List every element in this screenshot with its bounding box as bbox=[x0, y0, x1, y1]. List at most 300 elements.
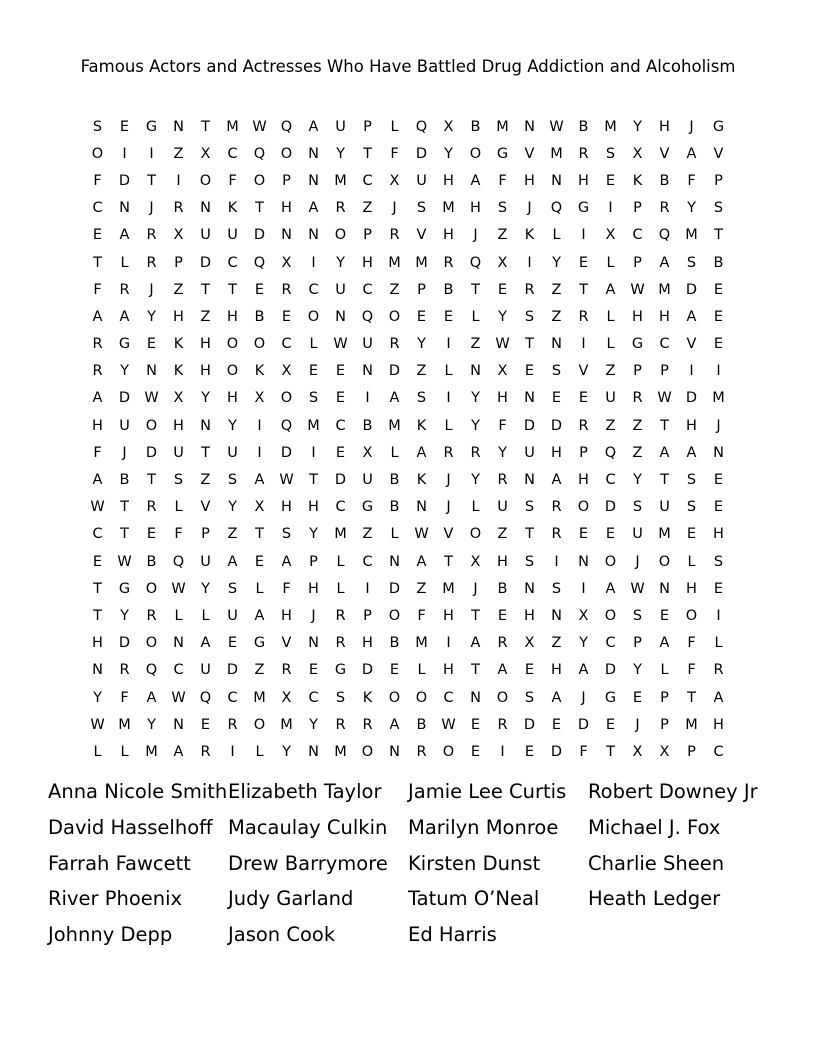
grid-letter: J bbox=[392, 200, 397, 217]
grid-letter: N bbox=[551, 172, 562, 189]
grid-letter: O bbox=[604, 607, 617, 624]
grid-letter: L bbox=[714, 635, 723, 652]
grid-letter: I bbox=[257, 444, 262, 461]
grid-letter: N bbox=[308, 635, 319, 652]
word-list-item: Tatum O’Neal bbox=[408, 887, 540, 911]
grid-letter: V bbox=[416, 227, 427, 244]
grid-letter: E bbox=[551, 716, 562, 733]
grid-letter: R bbox=[551, 526, 562, 543]
grid-letter: S bbox=[686, 499, 697, 516]
grid-letter: Q bbox=[199, 689, 212, 706]
grid-letter: C bbox=[632, 227, 643, 244]
grid-letter: Y bbox=[282, 743, 291, 760]
grid-letter: E bbox=[335, 363, 346, 380]
grid-row bbox=[84, 195, 732, 222]
grid-letter: Q bbox=[253, 145, 266, 162]
word-list-item: Johnny Depp bbox=[48, 923, 173, 947]
grid-letter: E bbox=[497, 281, 508, 298]
grid-row bbox=[84, 521, 732, 548]
grid-letter: A bbox=[308, 118, 319, 135]
grid-letter: Z bbox=[497, 526, 508, 543]
grid-letter: P bbox=[174, 254, 183, 271]
grid-row bbox=[84, 439, 732, 466]
grid-letter: W bbox=[90, 716, 105, 733]
grid-letter: Q bbox=[415, 118, 428, 135]
grid-letter: A bbox=[281, 553, 292, 570]
grid-letter: D bbox=[199, 254, 212, 271]
grid-letter: H bbox=[443, 172, 454, 189]
grid-letter: T bbox=[660, 472, 669, 489]
grid-letter: Z bbox=[173, 145, 184, 162]
grid-letter: U bbox=[227, 444, 238, 461]
grid-letter: P bbox=[633, 635, 642, 652]
grid-letter: A bbox=[686, 444, 697, 461]
grid-letter: N bbox=[551, 336, 562, 353]
grid-letter: E bbox=[200, 716, 211, 733]
grid-letter: V bbox=[200, 499, 211, 516]
grid-letter: S bbox=[524, 499, 535, 516]
grid-letter: W bbox=[657, 390, 672, 407]
grid-letter: Z bbox=[254, 662, 265, 679]
word-list-item: Heath Ledger bbox=[588, 887, 721, 911]
grid-letter: D bbox=[604, 662, 617, 679]
grid-letter: A bbox=[551, 689, 562, 706]
grid-letter: X bbox=[605, 227, 616, 244]
grid-letter: S bbox=[524, 308, 535, 325]
grid-letter: Y bbox=[417, 336, 426, 353]
grid-letter: R bbox=[173, 200, 184, 217]
word-list-item: Drew Barrymore bbox=[228, 851, 388, 875]
grid-letter: U bbox=[362, 336, 373, 353]
grid-letter: O bbox=[388, 308, 401, 325]
grid-row bbox=[84, 711, 732, 738]
grid-row bbox=[84, 113, 732, 140]
grid-letter: Z bbox=[200, 472, 211, 489]
grid-letter: H bbox=[200, 363, 211, 380]
grid-letter: O bbox=[253, 336, 266, 353]
grid-letter: H bbox=[92, 635, 103, 652]
grid-letter: N bbox=[173, 118, 184, 135]
grid-letter: T bbox=[471, 281, 480, 298]
grid-letter: T bbox=[255, 526, 264, 543]
grid-letter: F bbox=[498, 417, 507, 434]
grid-letter: H bbox=[713, 716, 724, 733]
grid-letter: R bbox=[146, 227, 157, 244]
grid-letter: V bbox=[281, 635, 292, 652]
grid-letter: G bbox=[604, 689, 617, 706]
grid-letter: I bbox=[716, 363, 721, 380]
grid-letter: A bbox=[659, 635, 670, 652]
grid-letter: U bbox=[335, 118, 346, 135]
grid-letter: I bbox=[311, 444, 316, 461]
grid-letter: O bbox=[442, 743, 455, 760]
grid-letter: R bbox=[119, 281, 130, 298]
grid-letter: S bbox=[173, 472, 184, 489]
grid-letter: N bbox=[389, 553, 400, 570]
grid-letter: E bbox=[308, 363, 319, 380]
grid-letter: E bbox=[146, 336, 157, 353]
grid-letter: W bbox=[171, 580, 186, 597]
grid-letter: E bbox=[416, 308, 427, 325]
grid-letter: E bbox=[497, 607, 508, 624]
grid-letter: T bbox=[363, 145, 372, 162]
grid-letter: H bbox=[281, 499, 292, 516]
grid-letter: U bbox=[200, 662, 211, 679]
grid-letter: J bbox=[581, 689, 586, 706]
grid-letter: C bbox=[605, 472, 616, 489]
grid-letter: L bbox=[444, 417, 453, 434]
grid-letter: S bbox=[281, 526, 292, 543]
grid-letter: O bbox=[307, 308, 320, 325]
word-list bbox=[48, 778, 788, 957]
grid-letter: O bbox=[604, 553, 617, 570]
grid-letter: H bbox=[173, 308, 184, 325]
grid-letter: E bbox=[146, 526, 157, 543]
grid-letter: M bbox=[226, 118, 239, 135]
grid-letter: B bbox=[389, 472, 400, 489]
grid-letter: V bbox=[524, 145, 535, 162]
grid-letter: I bbox=[581, 336, 586, 353]
grid-letter: O bbox=[253, 172, 266, 189]
grid-row bbox=[84, 466, 732, 493]
word-list-item: Marilyn Monroe bbox=[408, 815, 559, 839]
grid-letter: U bbox=[200, 227, 211, 244]
grid-letter: P bbox=[579, 444, 588, 461]
grid-letter: E bbox=[92, 227, 103, 244]
grid-letter: O bbox=[280, 145, 293, 162]
grid-letter: G bbox=[496, 145, 509, 162]
grid-letter: A bbox=[686, 308, 697, 325]
grid-letter: K bbox=[632, 172, 643, 189]
grid-letter: H bbox=[443, 607, 454, 624]
grid-letter: Q bbox=[280, 417, 293, 434]
grid-letter: S bbox=[416, 200, 427, 217]
grid-letter: Z bbox=[362, 200, 373, 217]
grid-letter: C bbox=[362, 281, 373, 298]
grid-letter: W bbox=[630, 281, 645, 298]
grid-letter: F bbox=[579, 743, 588, 760]
grid-letter: F bbox=[282, 580, 291, 597]
grid-letter: X bbox=[254, 390, 265, 407]
grid-letter: P bbox=[687, 743, 696, 760]
grid-letter: H bbox=[227, 308, 238, 325]
grid-letter: N bbox=[92, 662, 103, 679]
grid-letter: E bbox=[524, 363, 535, 380]
grid-letter: X bbox=[578, 607, 589, 624]
grid-letter: D bbox=[550, 743, 563, 760]
grid-letter: Q bbox=[361, 308, 374, 325]
grid-row bbox=[84, 331, 732, 358]
grid-letter: L bbox=[120, 254, 129, 271]
grid-letter: N bbox=[173, 635, 184, 652]
grid-row bbox=[84, 548, 732, 575]
grid-letter: Y bbox=[147, 716, 156, 733]
word-list-item: Jamie Lee Curtis bbox=[408, 780, 567, 803]
grid-letter: E bbox=[605, 526, 616, 543]
grid-letter: R bbox=[578, 145, 589, 162]
grid-letter: H bbox=[443, 662, 454, 679]
grid-letter: N bbox=[173, 716, 184, 733]
grid-letter: K bbox=[362, 689, 373, 706]
grid-letter: P bbox=[633, 200, 642, 217]
grid-letter: U bbox=[605, 390, 616, 407]
grid-letter: R bbox=[713, 662, 724, 679]
grid-letter: N bbox=[524, 118, 535, 135]
grid-letter: N bbox=[713, 444, 724, 461]
grid-letter: I bbox=[176, 172, 181, 189]
grid-letter: L bbox=[606, 308, 615, 325]
grid-letter: K bbox=[416, 472, 427, 489]
grid-letter: C bbox=[605, 635, 616, 652]
grid-letter: R bbox=[632, 390, 643, 407]
grid-letter: I bbox=[581, 580, 586, 597]
grid-letter: F bbox=[498, 172, 507, 189]
grid-letter: I bbox=[446, 635, 451, 652]
grid-letter: U bbox=[632, 526, 643, 543]
grid-letter: T bbox=[147, 172, 156, 189]
grid-letter: O bbox=[145, 417, 158, 434]
grid-letter: F bbox=[228, 172, 237, 189]
grid-letter: H bbox=[497, 553, 508, 570]
grid-letter: I bbox=[122, 145, 127, 162]
grid-letter: Y bbox=[120, 607, 129, 624]
grid-letter: S bbox=[632, 499, 643, 516]
grid-letter: W bbox=[144, 390, 159, 407]
grid-letter: H bbox=[200, 336, 211, 353]
grid-letter: Y bbox=[498, 308, 507, 325]
grid-letter: R bbox=[416, 743, 427, 760]
grid-letter: D bbox=[145, 444, 158, 461]
grid-letter: O bbox=[361, 743, 374, 760]
grid-letter: X bbox=[281, 363, 292, 380]
grid-letter: C bbox=[362, 172, 373, 189]
grid-letter: C bbox=[713, 743, 724, 760]
grid-letter: R bbox=[497, 716, 508, 733]
grid-letter: B bbox=[416, 716, 427, 733]
grid-letter: H bbox=[308, 580, 319, 597]
grid-letter: E bbox=[713, 499, 724, 516]
grid-letter: P bbox=[363, 607, 372, 624]
grid-letter: T bbox=[93, 254, 102, 271]
grid-letter: I bbox=[257, 417, 262, 434]
grid-letter: T bbox=[120, 499, 129, 516]
grid-letter: M bbox=[415, 635, 428, 652]
grid-letter: Y bbox=[552, 254, 561, 271]
grid-letter: Y bbox=[201, 580, 210, 597]
grid-letter: G bbox=[631, 336, 644, 353]
grid-letter: E bbox=[686, 526, 697, 543]
grid-letter: M bbox=[253, 689, 266, 706]
grid-row bbox=[84, 303, 732, 330]
grid-letter: M bbox=[658, 281, 671, 298]
grid-letter: Y bbox=[633, 472, 642, 489]
grid-letter: M bbox=[712, 390, 725, 407]
grid-letter: S bbox=[497, 200, 508, 217]
grid-letter: R bbox=[227, 716, 238, 733]
grid-letter: R bbox=[551, 499, 562, 516]
grid-letter: H bbox=[578, 472, 589, 489]
grid-letter: L bbox=[255, 743, 264, 760]
grid-letter: H bbox=[551, 444, 562, 461]
grid-letter: J bbox=[716, 417, 721, 434]
grid-letter: J bbox=[446, 472, 451, 489]
grid-letter: R bbox=[497, 472, 508, 489]
grid-letter: N bbox=[551, 607, 562, 624]
grid-letter: C bbox=[227, 689, 238, 706]
grid-letter: T bbox=[444, 553, 453, 570]
grid-letter: E bbox=[713, 281, 724, 298]
grid-letter: D bbox=[334, 472, 347, 489]
grid-letter: D bbox=[550, 417, 563, 434]
grid-letter: X bbox=[281, 254, 292, 271]
grid-letter: R bbox=[146, 254, 157, 271]
grid-letter: N bbox=[578, 553, 589, 570]
grid-letter: L bbox=[687, 553, 696, 570]
grid-letter: X bbox=[173, 390, 184, 407]
grid-letter: M bbox=[388, 254, 401, 271]
grid-letter: M bbox=[118, 716, 131, 733]
grid-letter: N bbox=[389, 743, 400, 760]
grid-letter: S bbox=[605, 145, 616, 162]
grid-letter: T bbox=[579, 281, 588, 298]
grid-letter: I bbox=[365, 580, 370, 597]
grid-letter: P bbox=[714, 172, 723, 189]
grid-letter: D bbox=[118, 635, 131, 652]
grid-letter: J bbox=[473, 580, 478, 597]
grid-letter: Z bbox=[470, 336, 481, 353]
grid-letter: F bbox=[390, 145, 399, 162]
grid-letter: H bbox=[713, 526, 724, 543]
grid-letter: F bbox=[120, 689, 129, 706]
grid-letter: D bbox=[361, 662, 374, 679]
grid-row bbox=[84, 276, 732, 303]
grid-letter: R bbox=[578, 308, 589, 325]
grid-letter: Z bbox=[551, 308, 562, 325]
grid-letter: Z bbox=[605, 417, 616, 434]
grid-letter: A bbox=[659, 254, 670, 271]
grid-letter: L bbox=[390, 444, 399, 461]
grid-letter: R bbox=[470, 444, 481, 461]
grid-letter: Z bbox=[200, 308, 211, 325]
grid-letter: R bbox=[578, 417, 589, 434]
word-list-item: Kirsten Dunst bbox=[408, 851, 541, 875]
grid-letter: Q bbox=[550, 200, 563, 217]
grid-row bbox=[84, 385, 732, 412]
word-list-item: Robert Downey Jr bbox=[588, 780, 758, 803]
grid-letter: Z bbox=[416, 580, 427, 597]
grid-letter: X bbox=[470, 553, 481, 570]
grid-letter: T bbox=[660, 417, 669, 434]
grid-letter: L bbox=[174, 499, 183, 516]
grid-letter: Y bbox=[93, 689, 102, 706]
grid-letter: H bbox=[686, 417, 697, 434]
grid-letter: F bbox=[687, 172, 696, 189]
grid-letter: H bbox=[686, 580, 697, 597]
word-list-item: River Phoenix bbox=[48, 887, 183, 911]
grid-letter: P bbox=[633, 363, 642, 380]
grid-letter: T bbox=[147, 472, 156, 489]
grid-letter: D bbox=[577, 716, 590, 733]
grid-letter: M bbox=[685, 716, 698, 733]
grid-letter: E bbox=[659, 607, 670, 624]
grid-letter: X bbox=[389, 172, 400, 189]
grid-letter: X bbox=[362, 444, 373, 461]
grid-letter: L bbox=[390, 118, 399, 135]
grid-letter: G bbox=[118, 336, 131, 353]
grid-letter: S bbox=[416, 390, 427, 407]
grid-row bbox=[84, 140, 732, 167]
grid-letter: S bbox=[335, 689, 346, 706]
grid-letter: M bbox=[145, 743, 158, 760]
grid-letter: Z bbox=[551, 635, 562, 652]
grid-letter: Y bbox=[228, 417, 237, 434]
grid-letter: C bbox=[227, 254, 238, 271]
grid-letter: B bbox=[362, 417, 373, 434]
grid-row bbox=[84, 657, 732, 684]
grid-letter: H bbox=[659, 118, 670, 135]
grid-letter: A bbox=[254, 607, 265, 624]
grid-letter: W bbox=[441, 716, 456, 733]
word-list-item: Judy Garland bbox=[228, 887, 354, 911]
grid-letter: C bbox=[173, 662, 184, 679]
grid-letter: N bbox=[524, 580, 535, 597]
grid-letter: D bbox=[118, 390, 131, 407]
grid-letter: Q bbox=[280, 118, 293, 135]
grid-letter: B bbox=[389, 499, 400, 516]
grid-letter: Y bbox=[579, 635, 588, 652]
grid-letter: G bbox=[577, 200, 590, 217]
grid-letter: E bbox=[227, 635, 238, 652]
grid-letter: O bbox=[388, 689, 401, 706]
grid-letter: Z bbox=[551, 281, 562, 298]
grid-letter: S bbox=[551, 363, 562, 380]
grid-letter: M bbox=[442, 200, 455, 217]
grid-letter: T bbox=[714, 227, 723, 244]
grid-letter: E bbox=[713, 472, 724, 489]
grid-letter: T bbox=[201, 281, 210, 298]
grid-letter: Y bbox=[228, 499, 237, 516]
grid-letter: D bbox=[118, 172, 131, 189]
grid-letter: W bbox=[171, 689, 186, 706]
grid-letter: H bbox=[443, 227, 454, 244]
grid-letter: S bbox=[551, 580, 562, 597]
grid-letter: Z bbox=[416, 363, 427, 380]
grid-letter: T bbox=[687, 689, 696, 706]
grid-letter: M bbox=[388, 417, 401, 434]
grid-letter: I bbox=[608, 200, 613, 217]
grid-letter: S bbox=[92, 118, 103, 135]
grid-letter: U bbox=[362, 472, 373, 489]
grid-letter: L bbox=[417, 662, 426, 679]
grid-letter: S bbox=[308, 390, 319, 407]
grid-letter: I bbox=[149, 145, 154, 162]
grid-letter: Y bbox=[687, 200, 696, 217]
grid-letter: P bbox=[201, 526, 210, 543]
grid-letter: U bbox=[119, 417, 130, 434]
grid-letter: T bbox=[525, 526, 534, 543]
grid-letter: H bbox=[173, 417, 184, 434]
grid-letter: R bbox=[335, 607, 346, 624]
grid-letter: L bbox=[471, 308, 480, 325]
grid-letter: J bbox=[689, 118, 694, 135]
grid-letter: E bbox=[713, 336, 724, 353]
grid-letter: Y bbox=[498, 444, 507, 461]
grid-letter: Y bbox=[471, 417, 480, 434]
grid-letter: E bbox=[92, 553, 103, 570]
grid-letter: L bbox=[309, 336, 318, 353]
grid-letter: E bbox=[578, 254, 589, 271]
grid-letter: G bbox=[253, 635, 266, 652]
